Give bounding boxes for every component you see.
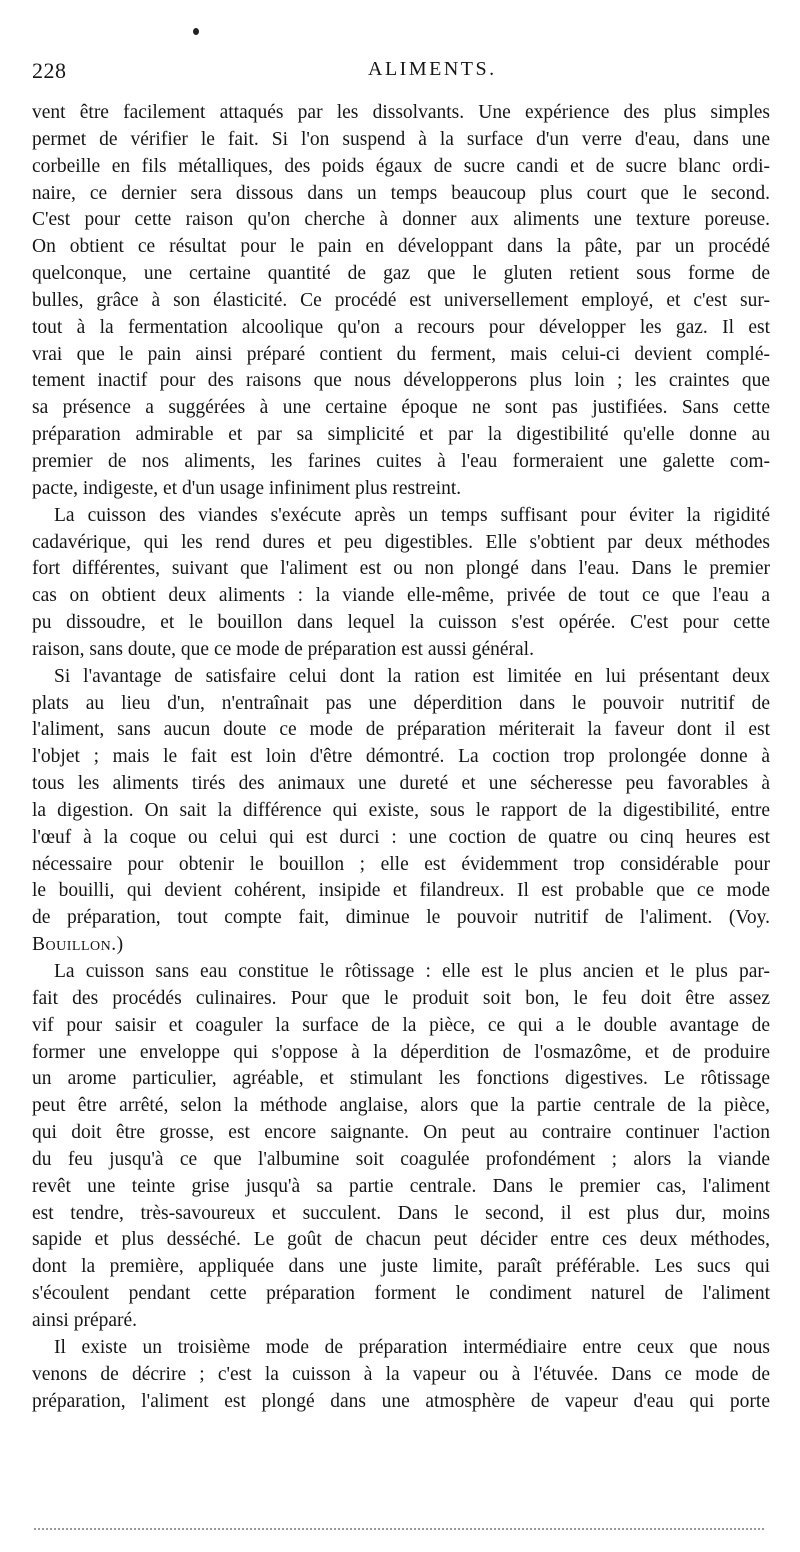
text-line: cas on obtient deux aliments : la viande elle-même, privée de tout ce que l'eau a: [32, 585, 770, 607]
text-line: l'objet ; mais le fait est loin d'être démontré. La coction trop prolongée donne à: [32, 746, 770, 768]
text-line: raison, sans doute, que ce mode de préparation est aussi général.: [32, 638, 534, 660]
text-line: venons de décrire ; c'est la cuisson à la vapeur ou à l'étuvée. Dans ce mode de: [32, 1363, 770, 1385]
text-line: qui doit être grosse, est encore saignante. On peut au contraire continuer l'action: [32, 1122, 770, 1144]
text-line: le bouilli, qui devient cohérent, insipide et filandreux. Il est probable que ce mode: [32, 880, 770, 902]
text-line: quelconque, une certaine quantité de gaz que le gluten retient sous forme de: [32, 263, 770, 285]
text-line: peut être arrêté, selon la méthode anglaise, alors que la partie centrale de la pièce,: [32, 1095, 770, 1117]
text-line: plats au lieu d'un, n'entraînait pas une déperdition dans le pouvoir nutritif de: [32, 692, 770, 714]
text-line: dont la première, appliquée dans une juste limite, paraît préférable. Les sucs qui: [32, 1256, 770, 1278]
text-line: corbeille en fils métalliques, des poids égaux de sucre candi et de sucre blanc ordi-: [32, 155, 770, 177]
text-line: un arome particulier, agréable, et stimulant les fonctions digestives. Le rôtissage: [32, 1068, 770, 1090]
text-line: cadavérique, qui les rend dures et peu digestibles. Elle s'obtient par deux méthodes: [32, 531, 770, 553]
text-line: sa présence a suggérées à une certaine époque ne sont pas justifiées. Sans cette: [32, 397, 770, 419]
text-line: revêt une teinte grise jusqu'à sa partie centrale. Dans le premier cas, l'aliment: [32, 1175, 770, 1197]
text-line: tous les aliments tirés des animaux une dureté et une sécheresse peu favorables à: [32, 773, 770, 795]
text-line: la digestion. On sait la différence qui existe, sous le rapport de la digestibilité, entre: [32, 799, 770, 821]
text-line: préparation admirable et par sa simplicité et par la digestibilité qu'elle donne au: [32, 424, 770, 446]
text-line: On obtient ce résultat pour le pain en développant dans la pâte, par un procédé: [32, 236, 770, 258]
text-line: C'est pour cette raison qu'on cherche à donner aux aliments une texture poreuse.: [32, 209, 770, 231]
text-line: vent être facilement attaqués par les dissolvants. Une expérience des plus simples: [32, 102, 770, 123]
text-line: premier de nos aliments, les farines cuites à l'eau formeraient une galette com-: [32, 450, 770, 472]
text-line: pu dissoudre, et le bouillon dans lequel la cuisson s'est opérée. C'est pour cette: [32, 612, 770, 634]
text-line: La cuisson sans eau constitue le rôtissage : elle est le plus ancien et le plus par-: [54, 961, 770, 982]
text-line: bulles, grâce à son élasticité. Ce procédé est universellement employé, et c'est sur-: [32, 289, 770, 311]
text-line: l'aliment, sans aucun doute ce mode de préparation mériterait la faveur dont il est: [32, 719, 770, 741]
text-line: naire, ce dernier sera dissous dans un temps beaucoup plus court que le second.: [32, 182, 770, 204]
text-line: vif pour saisir et coaguler la surface de la pièce, ce qui a le double avantage de: [32, 1014, 770, 1036]
body-text: [32, 100, 770, 1415]
text-line: Il existe un troisième mode de préparation intermédiaire entre ceux que nous: [54, 1336, 770, 1358]
text-line: pacte, indigeste, et d'un usage infiniment plus restreint.: [32, 477, 462, 499]
text-line: fort différentes, suivant que l'aliment est ou non plongé dans l'eau. Dans le premier: [32, 558, 770, 580]
text-line: La cuisson des viandes s'exécute après un temps suffisant pour éviter la rigidité: [54, 504, 770, 526]
bottom-dotted-rule: [34, 1528, 764, 1530]
text-line: vrai que le pain ainsi préparé contient du ferment, mais celui-ci devient complé-: [32, 343, 770, 365]
text-line: de préparation, tout compte fait, diminue le pouvoir nutritif de l'aliment. (Voy.: [32, 907, 770, 929]
text-line: ainsi préparé.: [32, 1309, 138, 1331]
text-line: du feu jusqu'à ce que l'albumine soit coagulée profondément ; alors la viande: [32, 1148, 770, 1170]
text-line: Si l'avantage de satisfaire celui dont la ration est limitée en lui présentant deux: [54, 665, 770, 687]
page-header: [32, 58, 772, 88]
ink-speck: [193, 28, 199, 35]
text-line: Bouillon.): [32, 934, 124, 956]
text-line: préparation, l'aliment est plongé dans une atmosphère de vapeur d'eau qui porte: [32, 1390, 770, 1412]
text-line: fait des procédés culinaires. Pour que le produit soit bon, le feu doit être assez: [32, 987, 770, 1009]
text-line: tement inactif pour des raisons que nous développerons plus loin ; les craintes que: [32, 370, 770, 392]
text-line: former une enveloppe qui s'oppose à la déperdition de l'osmazôme, et de produire: [32, 1041, 770, 1063]
text-line: est tendre, très-savoureux et succulent. Dans le second, il est plus dur, moins: [32, 1202, 770, 1224]
text-line: nécessaire pour obtenir le bouillon ; elle est évidemment trop considérable pour: [32, 853, 770, 875]
text-line: s'écoulent pendant cette préparation forment le condiment naturel de l'aliment: [32, 1283, 770, 1305]
text-line: tout à la fermentation alcoolique qu'on a recours pour développer les gaz. Il est: [32, 316, 770, 338]
text-line: sapide et plus desséché. Le goût de chacun peut décider entre ces deux méthodes,: [32, 1229, 770, 1251]
text-line: permet de vérifier le fait. Si l'on suspend à la surface d'un verre d'eau, dans une: [32, 128, 770, 150]
running-title: ALIMENTS.: [368, 58, 497, 80]
page-number: 228: [32, 58, 67, 83]
text-line: l'œuf à la coque ou celui qui est durci : une coction de quatre ou cinq heures est: [32, 826, 770, 848]
